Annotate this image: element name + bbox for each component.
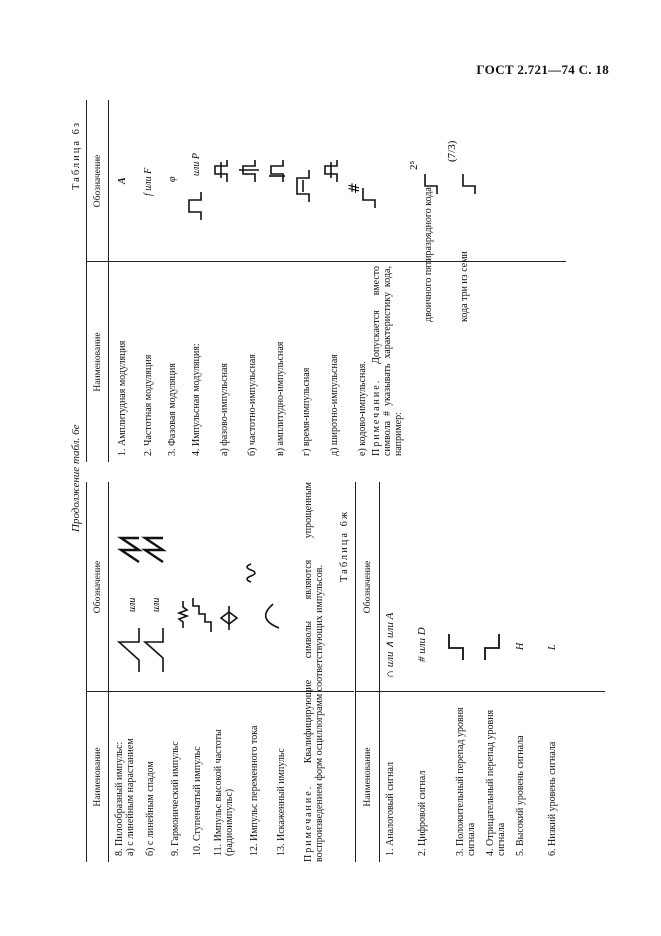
sawtooth-double-icon [121, 538, 139, 562]
row-sawtooth-fall: б) с линейным спадом [145, 761, 156, 856]
page-header: ГОСТ 2.721—74 С. 18 [476, 62, 609, 77]
table-6e-top-rule [86, 482, 87, 862]
row-high-level: 5. Высокий уровень сигнала [515, 735, 526, 856]
table-6zh-header-rule [379, 482, 380, 862]
or-label: или [151, 597, 162, 612]
note-6z [371, 266, 404, 456]
pulse-mod-symbol: или P [191, 153, 202, 176]
hash-icon: # [347, 182, 363, 194]
note-text: Квалифицирующие символы являются упрощенным воспроизведением форм осциллограмм соответствующих импульсов. [303, 482, 325, 862]
pcm-pulse-icon [363, 188, 375, 208]
row-fm: 2. Частотная модуляция [143, 354, 154, 456]
pm-symbol: φ [167, 176, 178, 182]
table-6z-title: Таблица 6з [71, 120, 82, 190]
ac-pulse-icon [247, 564, 255, 582]
digital-symbols: # или D [416, 627, 428, 662]
ppm-icon [215, 160, 227, 182]
ptm-icon [297, 170, 309, 202]
row-pam: в) амплитудно-импульсная [275, 341, 286, 456]
row-pcm: е) кодово-импульсная. [357, 361, 368, 456]
stepped-pulse-icon [193, 598, 211, 632]
harmonic-pulse-icon [179, 601, 187, 628]
row-negative-edge: 4. Отрицательный перепад уровня сигнала [485, 709, 507, 856]
row-sublabel: а) с линейным нарастанием [125, 738, 136, 856]
note-head: Примечание. [303, 784, 314, 862]
row-harmonic: 9. Гармонический импульс [170, 741, 181, 856]
row-stepped: 10. Ступенчатый импульс [192, 746, 203, 856]
table-6z-header-rule [108, 100, 109, 462]
three-of-seven-symbol: (7/3) [446, 140, 458, 162]
example-binary-5: двоичного пятиразрядного кода [423, 187, 434, 322]
analog-symbols: ∩ или ∧ или A [384, 612, 396, 678]
note-text: Допускается вместо символа # указывать характеристику кода, например: [371, 265, 404, 456]
or-label: или [127, 597, 138, 612]
modulation-symbols-drawing [179, 102, 509, 222]
table-6z-top-rule [86, 100, 87, 462]
note-head: Примечание. [371, 378, 382, 456]
example-three-of-seven: кода три из семи [459, 251, 470, 322]
table-6e-header-rule [108, 482, 109, 862]
binary-code-symbol: 2⁵ [408, 160, 420, 170]
note-6e [303, 482, 325, 862]
sawtooth-rise-icon [119, 628, 139, 672]
fm-symbol: f или F [143, 167, 154, 196]
col-header-symbol: Обозначение [93, 154, 103, 208]
col-header-symbol: Обозначение [363, 560, 373, 614]
pulse-symbols-drawing [111, 492, 331, 672]
sawtooth-fall-double-icon [145, 538, 163, 562]
pfm-icon [239, 160, 259, 182]
distorted-pulse-icon [266, 604, 279, 628]
high-level-symbol: H [515, 642, 526, 650]
col-header-name: Наименование [93, 332, 103, 392]
continuation-title: Продолжение табл. 6е [70, 424, 82, 532]
row-pm: 3. Фазовая модуляция [167, 363, 178, 456]
row-analog: 1. Аналоговый сигнал [385, 762, 396, 856]
col-header-name: Наименование [363, 747, 373, 807]
pulse-icon [189, 192, 201, 220]
row-ac-pulse: 12. Импульс переменного тока [249, 725, 260, 856]
row-ptm: г) время-импульсная [301, 367, 312, 456]
table-6z-col-divider [86, 261, 566, 262]
am-symbol: A [117, 177, 128, 184]
pam-icon [269, 160, 285, 182]
row-digital: 2. Цифровой сигнал [417, 770, 428, 856]
three-of-seven-pulse-icon [463, 174, 475, 194]
negative-edge-icon [485, 634, 499, 660]
sawtooth-rise-alt-icon [145, 628, 163, 672]
rotated-page-content [67, 100, 608, 862]
row-am: 1. Амплитудная модуляция [117, 340, 128, 456]
edge-symbols-drawing [445, 622, 505, 662]
row-pwm: д) широтно-импульсная [329, 354, 340, 456]
binary-code-pulse-icon [425, 174, 437, 194]
row-sawtooth [114, 696, 136, 856]
table-6zh-title: Таблица 6ж [339, 509, 350, 582]
col-header-name: Наименование [93, 747, 103, 807]
table-6zh-top-rule [355, 482, 356, 862]
row-positive-edge: 3. Положительный перепад уровня сигнала [455, 707, 477, 856]
row-pfm: б) частотно-импульсная [247, 354, 258, 456]
pwm-icon [325, 160, 337, 182]
row-pulse-mod: 4. Импульсная модуляция: [191, 343, 202, 456]
row-distorted: 13. Искаженный импульс [276, 748, 287, 856]
row-ppm: а) фазово-импульсная [219, 362, 230, 456]
col-header-symbol: Обозначение [93, 560, 103, 614]
table-6zh-col-divider [355, 691, 605, 692]
low-level-symbol: L [547, 644, 558, 650]
row-low-level: 6. Низкий уровень сигнала [547, 741, 558, 856]
row-label: 8. Пилообразный импульс: [114, 741, 125, 856]
row-radio-pulse: 11. Импульс высокой частоты (радиоимпульс) [213, 729, 235, 856]
positive-edge-icon [449, 634, 463, 660]
